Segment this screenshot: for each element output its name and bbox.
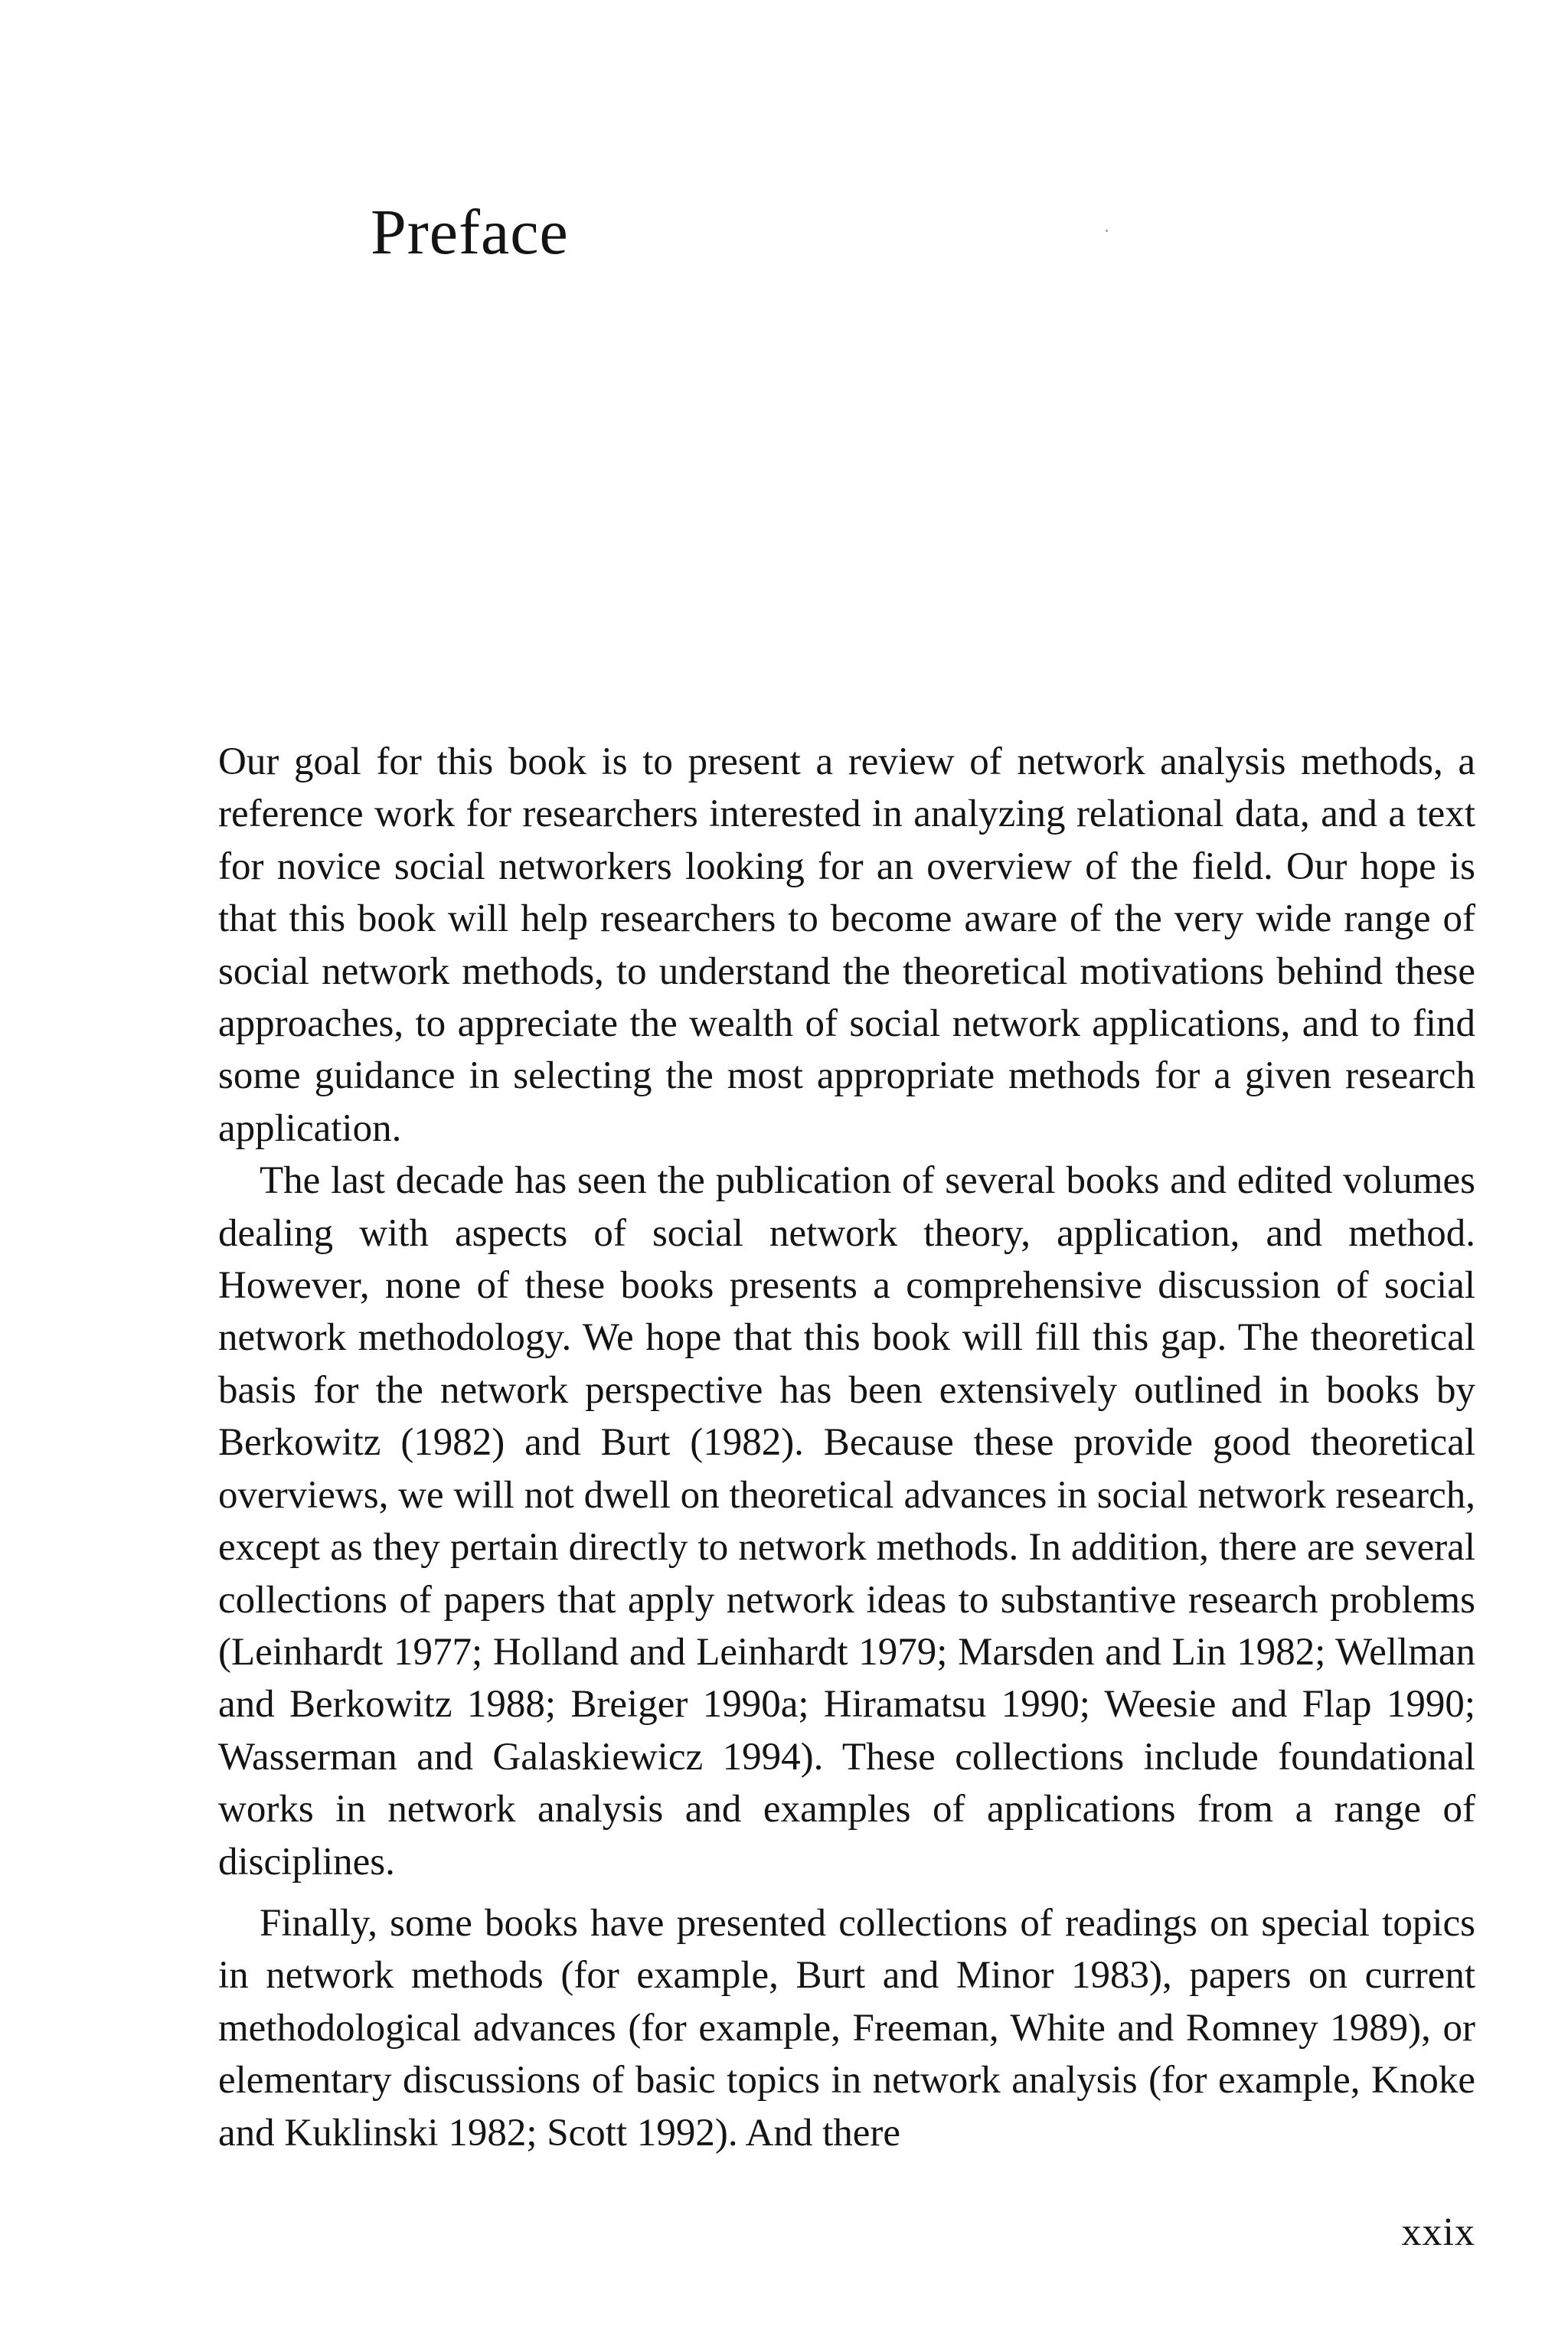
body-text [218,736,1475,2159]
page-number: xxix [1401,2210,1475,2254]
paragraph: Finally, some books have presented collections of readings on special topics in network methods (for example, Burt and Minor 1983), papers on current methodological advances (for example, Freeman, White and Romney 1989), or elementary discussions of basic topics in network analysis (for example, Knoke and Kuklinski 1982; Scott 1992). And there [218,1901,1475,2155]
scan-speck [1106,230,1108,232]
paragraph: Our goal for this book is to present a review of network analysis methods, a reference work for researchers interested in analyzing relational data, and a text for novice social networkers looking for an overview of the field. Our hope is that this book will help researchers to become aware of the very wide range of social network methods, to understand the theoretical motivations behind these approaches, to appreciate the wealth of social network applications, and to find some guidance in selecting the most appropriate methods for a given research application. [218,740,1475,1150]
chapter-title: Preface [371,197,569,268]
paragraph: The last decade has seen the publication of several books and edited volumes dealing with aspects of social network theory, application, and method. However, none of these books presents a comprehensive discussion of social network methodology. We hope that this book will fill this gap. The theoretical basis for the network perspective has been extensively outlined in books by Berkowitz (1982) and Burt (1982). Because these provide good theoretical overviews, we will not dwell on theoretical advances in social network research, except as they pertain directly to network methods. In addition, there are several collections of papers that apply network ideas to substantive research problems (Leinhardt 1977; Holland and Leinhardt 1979; Marsden and Lin 1982; Wellman and Berkowitz 1988; Breiger 1990a; Hiramatsu 1990; Weesie and Flap 1990; Wasserman and Galaskiewicz 1994). These collections include foundational works in network analysis and examples of applications from a range of disciplines. [218,1159,1475,1884]
